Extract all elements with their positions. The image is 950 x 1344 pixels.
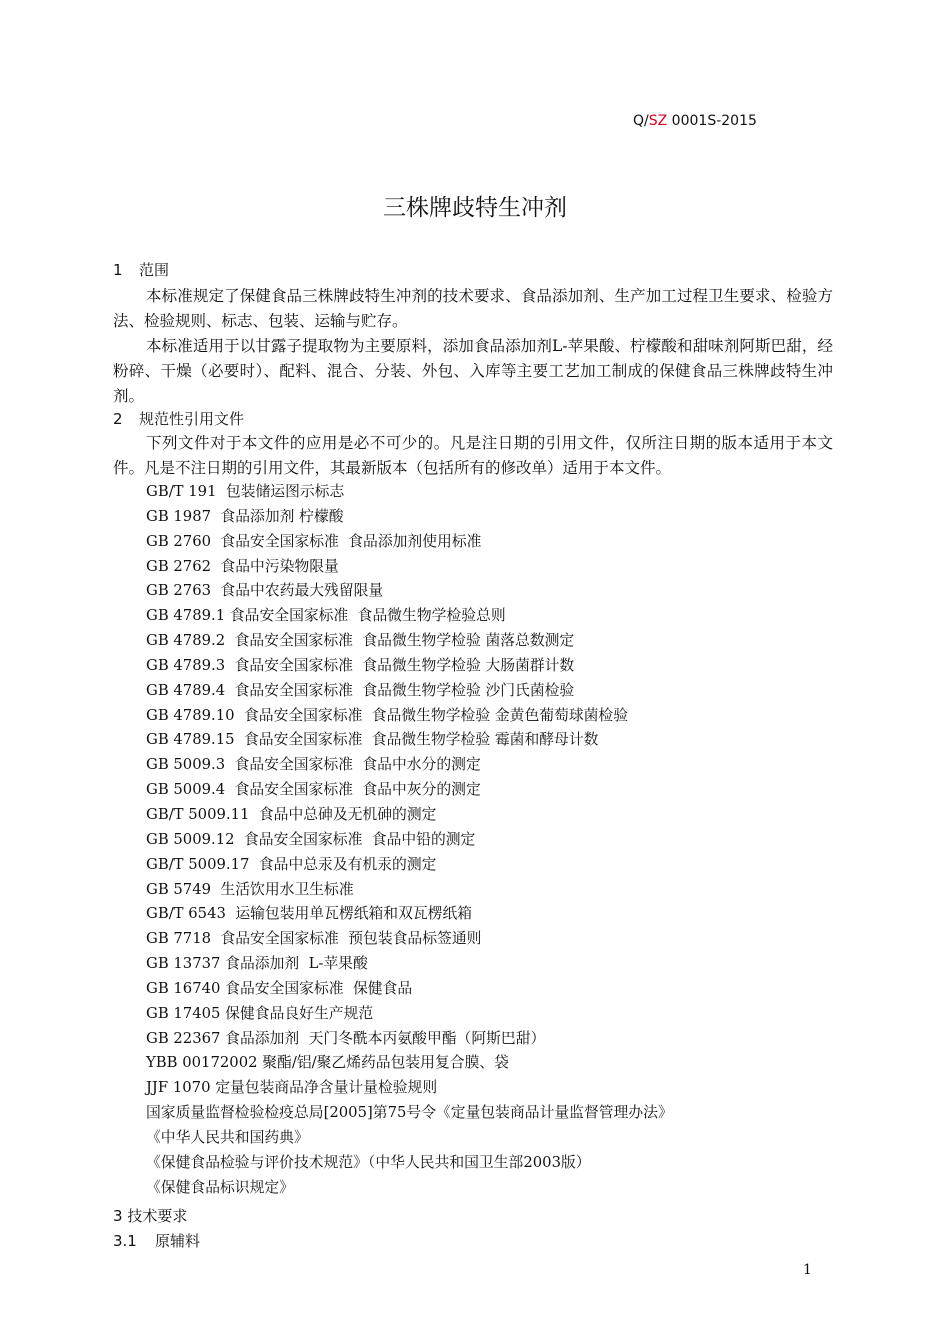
section-2-title: 规范性引用文件 — [139, 410, 245, 428]
reference-item: GB 7718 食品安全国家标准 预包装食品标签通则 — [146, 930, 482, 948]
reference-item: GB 2762 食品中污染物限量 — [146, 557, 339, 575]
reference-item: GB 5009.3 食品安全国家标准 食品中水分的测定 — [146, 756, 481, 774]
reference-list — [146, 480, 673, 1200]
page-number: 1 — [803, 1262, 812, 1278]
section-1-paragraph-1: 本标准规定了保健食品三株牌歧特生冲剂的技术要求、食品添加剂、生产加工过程卫生要求、检验方法、检验规则、标志、包装、运输与贮存。 — [113, 287, 833, 330]
section-3-1-heading — [113, 1230, 200, 1251]
section-2-number: 2 — [113, 410, 123, 428]
reference-item: GB/T 191 包装储运图示标志 — [146, 483, 345, 500]
standard-code-suffix: 0001S-2015 — [667, 113, 757, 129]
reference-item: GB 4789.2 食品安全国家标准 食品微生物学检验 菌落总数测定 — [146, 632, 575, 650]
reference-item: GB 16740 食品安全国家标准 保健食品 — [146, 979, 413, 997]
reference-item: GB 17405 保健食品良好生产规范 — [146, 1004, 374, 1022]
section-3-1-number: 3.1 — [113, 1232, 137, 1250]
section-1-heading — [113, 259, 169, 280]
standard-code-prefix: Q/ — [633, 113, 649, 129]
section-1-paragraph-2: 本标准适用于以甘露子提取物为主要原料，添加食品添加剂L-苹果酸、柠檬酸和甜味剂阿斯巴甜，经粉碎、干燥（必要时）、配料、混合、分装、外包、入库等主要工艺加工制成的保健食品三株牌歧特生冲剂。 — [113, 337, 833, 405]
reference-item: 《保健食品标识规定》 — [146, 1178, 294, 1196]
section-1-title: 范围 — [139, 261, 170, 279]
section-3-1-title: 原辅料 — [155, 1232, 201, 1250]
reference-item: GB/T 6543 运输包装用单瓦楞纸箱和双瓦楞纸箱 — [146, 905, 473, 923]
reference-item: GB 4789.1 食品安全国家标准 食品微生物学检验总则 — [146, 607, 506, 625]
reference-item: GB 22367 食品添加剂 天门冬酰本丙氨酸甲酯（阿斯巴甜） — [146, 1029, 546, 1047]
reference-item: GB 5009.4 食品安全国家标准 食品中灰分的测定 — [146, 781, 481, 799]
reference-item: GB 1987 食品添加剂 柠檬酸 — [146, 507, 344, 525]
reference-item: GB 4789.3 食品安全国家标准 食品微生物学检验 大肠菌群计数 — [146, 656, 575, 674]
reference-item: 国家质量监督检验检疫总局[2005]第75号令《定量包装商品计量监督管理办法》 — [146, 1104, 673, 1122]
reference-item: 《保健食品检验与评价技术规范》（中华人民共和国卫生部2003版） — [146, 1153, 591, 1171]
document-title: 三株牌歧特生冲剂 — [383, 195, 567, 221]
reference-item: GB/T 5009.17 食品中总汞及有机汞的测定 — [146, 855, 437, 873]
reference-item: GB 2760 食品安全国家标准 食品添加剂使用标准 — [146, 532, 482, 550]
standard-code-red: SZ — [648, 113, 668, 129]
reference-item: GB 4789.15 食品安全国家标准 食品微生物学检验 霉菌和酵母计数 — [146, 731, 599, 749]
section-2-heading — [113, 408, 244, 429]
reference-item: GB 4789.10 食品安全国家标准 食品微生物学检验 金黄色葡萄球菌检验 — [146, 706, 629, 724]
section-3-heading — [113, 1205, 187, 1226]
reference-item: JJF 1070 定量包装商品净含量计量检验规则 — [146, 1079, 438, 1097]
reference-item: GB/T 5009.11 食品中总砷及无机砷的测定 — [146, 805, 437, 823]
standard-code — [633, 113, 757, 129]
section-1-number: 1 — [113, 261, 123, 279]
reference-item: GB 2763 食品中农药最大残留限量 — [146, 582, 384, 600]
reference-item: 《中华人民共和国药典》 — [146, 1128, 309, 1146]
section-3-title: 技术要求 — [127, 1207, 188, 1225]
reference-item: GB 13737 食品添加剂 L-苹果酸 — [146, 955, 368, 973]
reference-item: GB 5009.12 食品安全国家标准 食品中铅的测定 — [146, 830, 476, 848]
reference-item: GB 5749 生活饮用水卫生标准 — [146, 880, 354, 898]
reference-item: YBB 00172002 聚酯/铝/聚乙烯药品包装用复合膜、袋 — [146, 1054, 509, 1072]
reference-item: GB 4789.4 食品安全国家标准 食品微生物学检验 沙门氏菌检验 — [146, 681, 575, 699]
section-3-number: 3 — [113, 1207, 123, 1225]
section-2-intro: 下列文件对于本文件的应用是必不可少的。凡是注日期的引用文件，仅所注日期的版本适用于本文件。凡是不注日期的引用文件，其最新版本（包括所有的修改单）适用于本文件。 — [113, 434, 833, 477]
